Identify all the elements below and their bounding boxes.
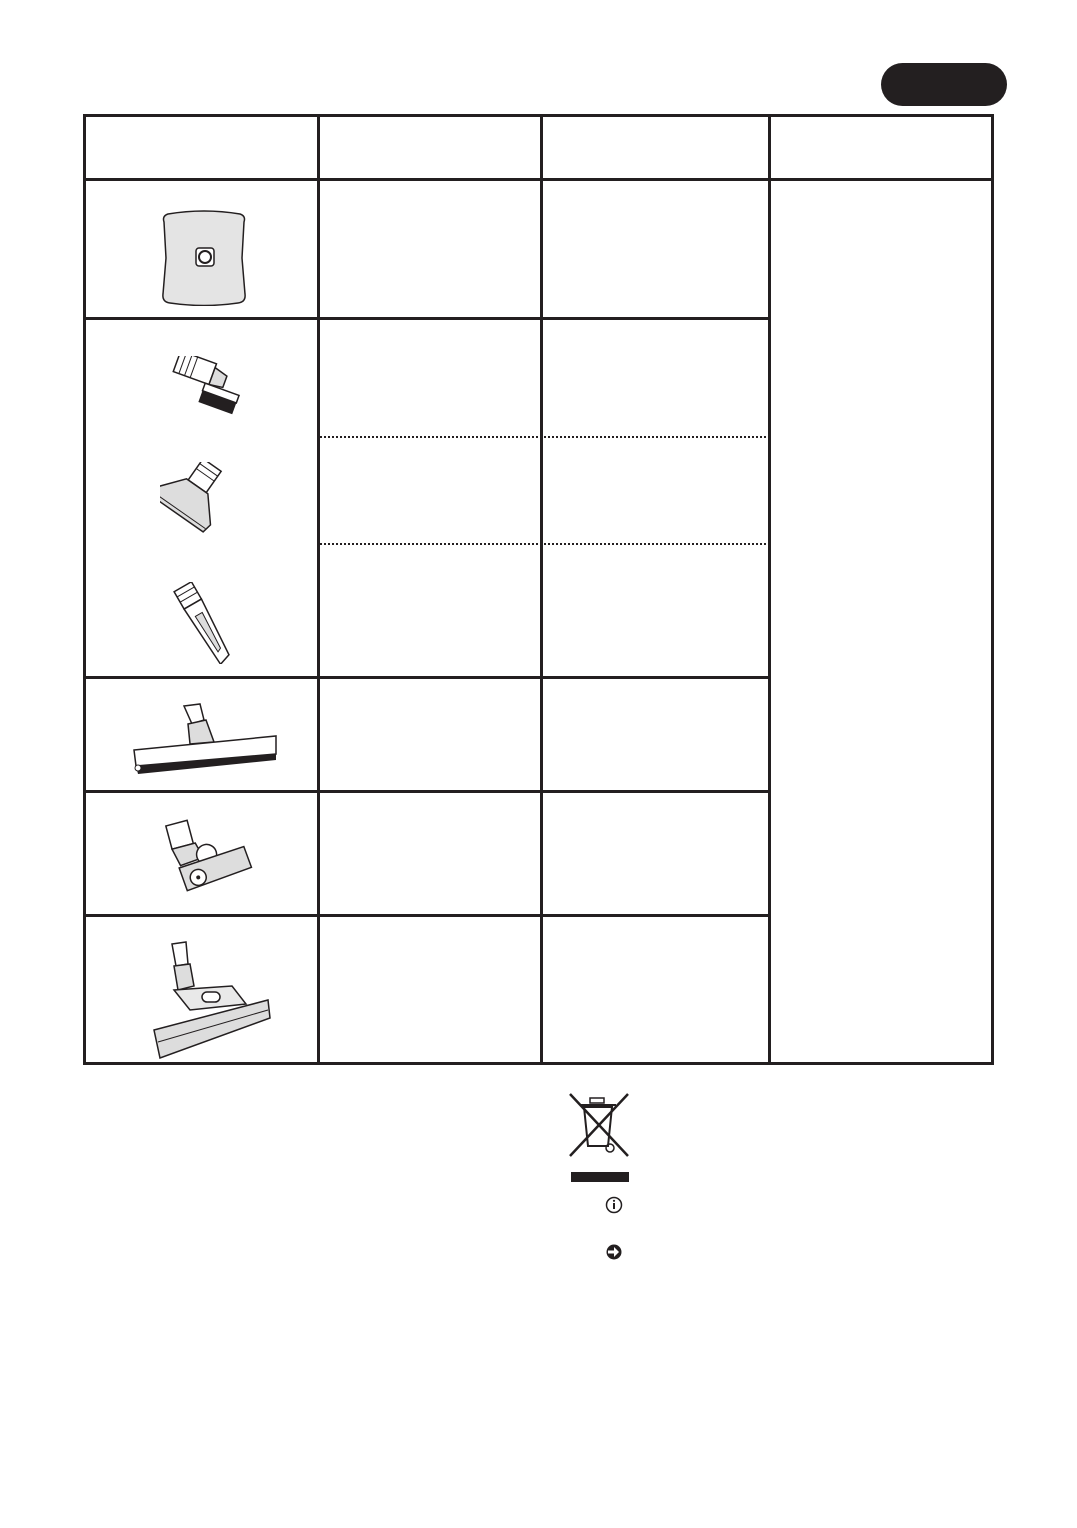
- weee-crossed-bin-icon: [566, 1090, 634, 1191]
- header-divider: [83, 178, 994, 181]
- page-tab: [881, 63, 1007, 106]
- column-divider: [768, 114, 771, 1065]
- column-divider: [317, 114, 320, 1065]
- dusting-brush-icon: [164, 356, 250, 418]
- floor-nozzle-icon: [150, 938, 272, 1060]
- turbo-brush-icon: [162, 812, 254, 892]
- sub-row-divider: [320, 543, 770, 545]
- row-divider: [83, 914, 771, 917]
- sub-row-divider: [320, 436, 770, 438]
- column-divider: [540, 114, 543, 1065]
- crevice-nozzle-icon: [168, 582, 244, 664]
- dust-bag-icon: [162, 210, 246, 306]
- parquet-brush-icon: [130, 702, 280, 780]
- row-divider: [83, 317, 771, 320]
- row-divider: [83, 676, 771, 679]
- arrow-right-icon: [605, 1243, 623, 1266]
- info-icon: [605, 1196, 623, 1219]
- upholstery-nozzle-icon: [160, 462, 246, 540]
- row-divider: [83, 790, 771, 793]
